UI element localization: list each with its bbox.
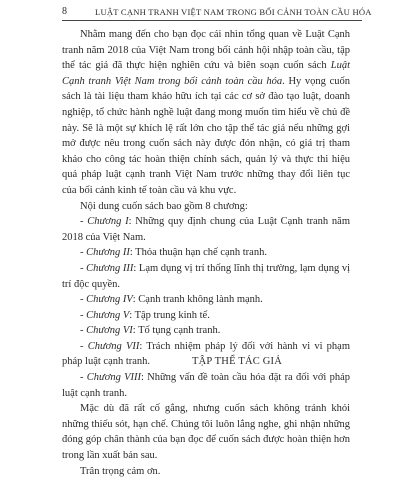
chapter-label: Chương IV — [86, 294, 133, 306]
running-header — [62, 4, 372, 21]
chapter-item: - Chương VII: Trách nhiệm pháp lý đối với hành vi vi phạm pháp luật cạnh tranh. — [62, 340, 351, 368]
chapter-text: : Những vấn đề toàn cầu hóa đặt ra đối với pháp luật cạnh tranh. — [62, 372, 350, 399]
chapter-text: : Những quy định chung của Luật Cạnh tranh năm 2018 của Việt Nam. — [62, 216, 350, 243]
chapter-text: : Tập trung kinh tế. — [129, 309, 210, 321]
chapter-item: - Chương VIII: Những vấn đề toàn cầu hóa đặt ra đối với pháp luật cạnh tranh. — [62, 372, 350, 399]
chapter-label: Chương VI — [86, 325, 133, 337]
chapter-text: : Thỏa thuận hạn chế cạnh tranh. — [129, 247, 267, 259]
chapter-item: - Chương VI: Tố tụng cạnh tranh. — [80, 325, 221, 337]
closing-paragraph: Mặc dù đã rất cố gắng, nhưng cuốn sách không tránh khỏi những thiếu sót, hạn chế. Chúng tôi luôn lắng nghe, ghi nhận những đóng góp chân thành của bạn đọc để cuốn sách được hoàn thiện hơn trong lần xuất bản sau. — [62, 403, 350, 462]
chapter-text: : Lạm dụng vị trí thống lĩnh thị trường, lạm dụng vị trí độc quyền. — [62, 262, 351, 290]
chapters-intro: Nội dung cuốn sách bao gồm 8 chương: — [80, 200, 248, 212]
book-title: Luật Cạnh tranh Việt Nam trong bối cảnh toàn cầu hóa — [62, 60, 350, 87]
chapter-label: Chương III — [86, 262, 134, 274]
chapter-item: - Chương III: Lạm dụng vị trí thống lĩnh thị trường, lạm dụng vị trí độc quyền. — [62, 262, 351, 290]
page-number: 8 — [62, 6, 67, 17]
chapter-label: Chương VII — [87, 340, 140, 352]
chapter-item: - Chương V: Tập trung kinh tế. — [80, 309, 210, 321]
intro-text-start: Nhằm mang đến cho bạn đọc cái nhìn tổng quan về Luật Cạnh tranh năm 2018 của Việt Nam trong bối cảnh hội nhập toàn cầu, tập thể tác giả đã thực hiện nghiên cứu và biên soạn cuốn sách — [62, 29, 350, 72]
chapter-text: : Tố tụng cạnh tranh. — [132, 325, 221, 337]
intro-paragraph — [62, 27, 350, 199]
chapter-item: - Chương I: Những quy định chung của Luật Cạnh tranh năm 2018 của Việt Nam. — [62, 216, 350, 243]
chapter-text: : Trách nhiệm pháp lý đối với hành vi vi phạm pháp luật cạnh tranh. — [62, 340, 351, 368]
author-signature: TẬP THỂ TÁC GIẢ — [192, 356, 283, 367]
chapter-text: : Cạnh tranh không lành mạnh. — [132, 294, 263, 306]
chapter-label: Chương VIII — [86, 372, 141, 384]
chapter-item: - Chương IV: Cạnh tranh không lành mạnh. — [80, 294, 263, 306]
running-header-title: LUẬT CẠNH TRANH VIỆT NAM TRONG BỐI CẢNH TOÀN CẦU HÓA — [95, 7, 372, 17]
chapter-item: - Chương II: Thỏa thuận hạn chế cạnh tranh. — [80, 247, 267, 259]
intro-text-end: . Hy vọng cuốn sách là tài liệu tham khảo hữu ích tại các cơ sở đào tạo luật, doanh nghiệp, tổ chức hành nghề luật đang mong muốn tìm hiểu về chủ đề này. Sẽ là một sự khích lệ rất lớn cho tập thể tác giả nếu những gợi mở được nêu trong cuốn sách này được đón nhận, có giá trị tham khảo cho công tác hoàn thiện chính sách, quản lý và thực thi hiệu quả pháp luật cạnh tranh Việt Nam trước những thay đổi liên tục của bối cảnh kinh tế toàn cầu và khu vực. — [62, 75, 350, 196]
chapter-label: Chương I — [87, 216, 129, 228]
chapter-label: Chương II — [86, 247, 130, 259]
chapter-label: Chương V — [86, 309, 130, 321]
thanks-line: Trân trọng cảm ơn. — [80, 465, 161, 477]
body-text — [62, 27, 350, 479]
